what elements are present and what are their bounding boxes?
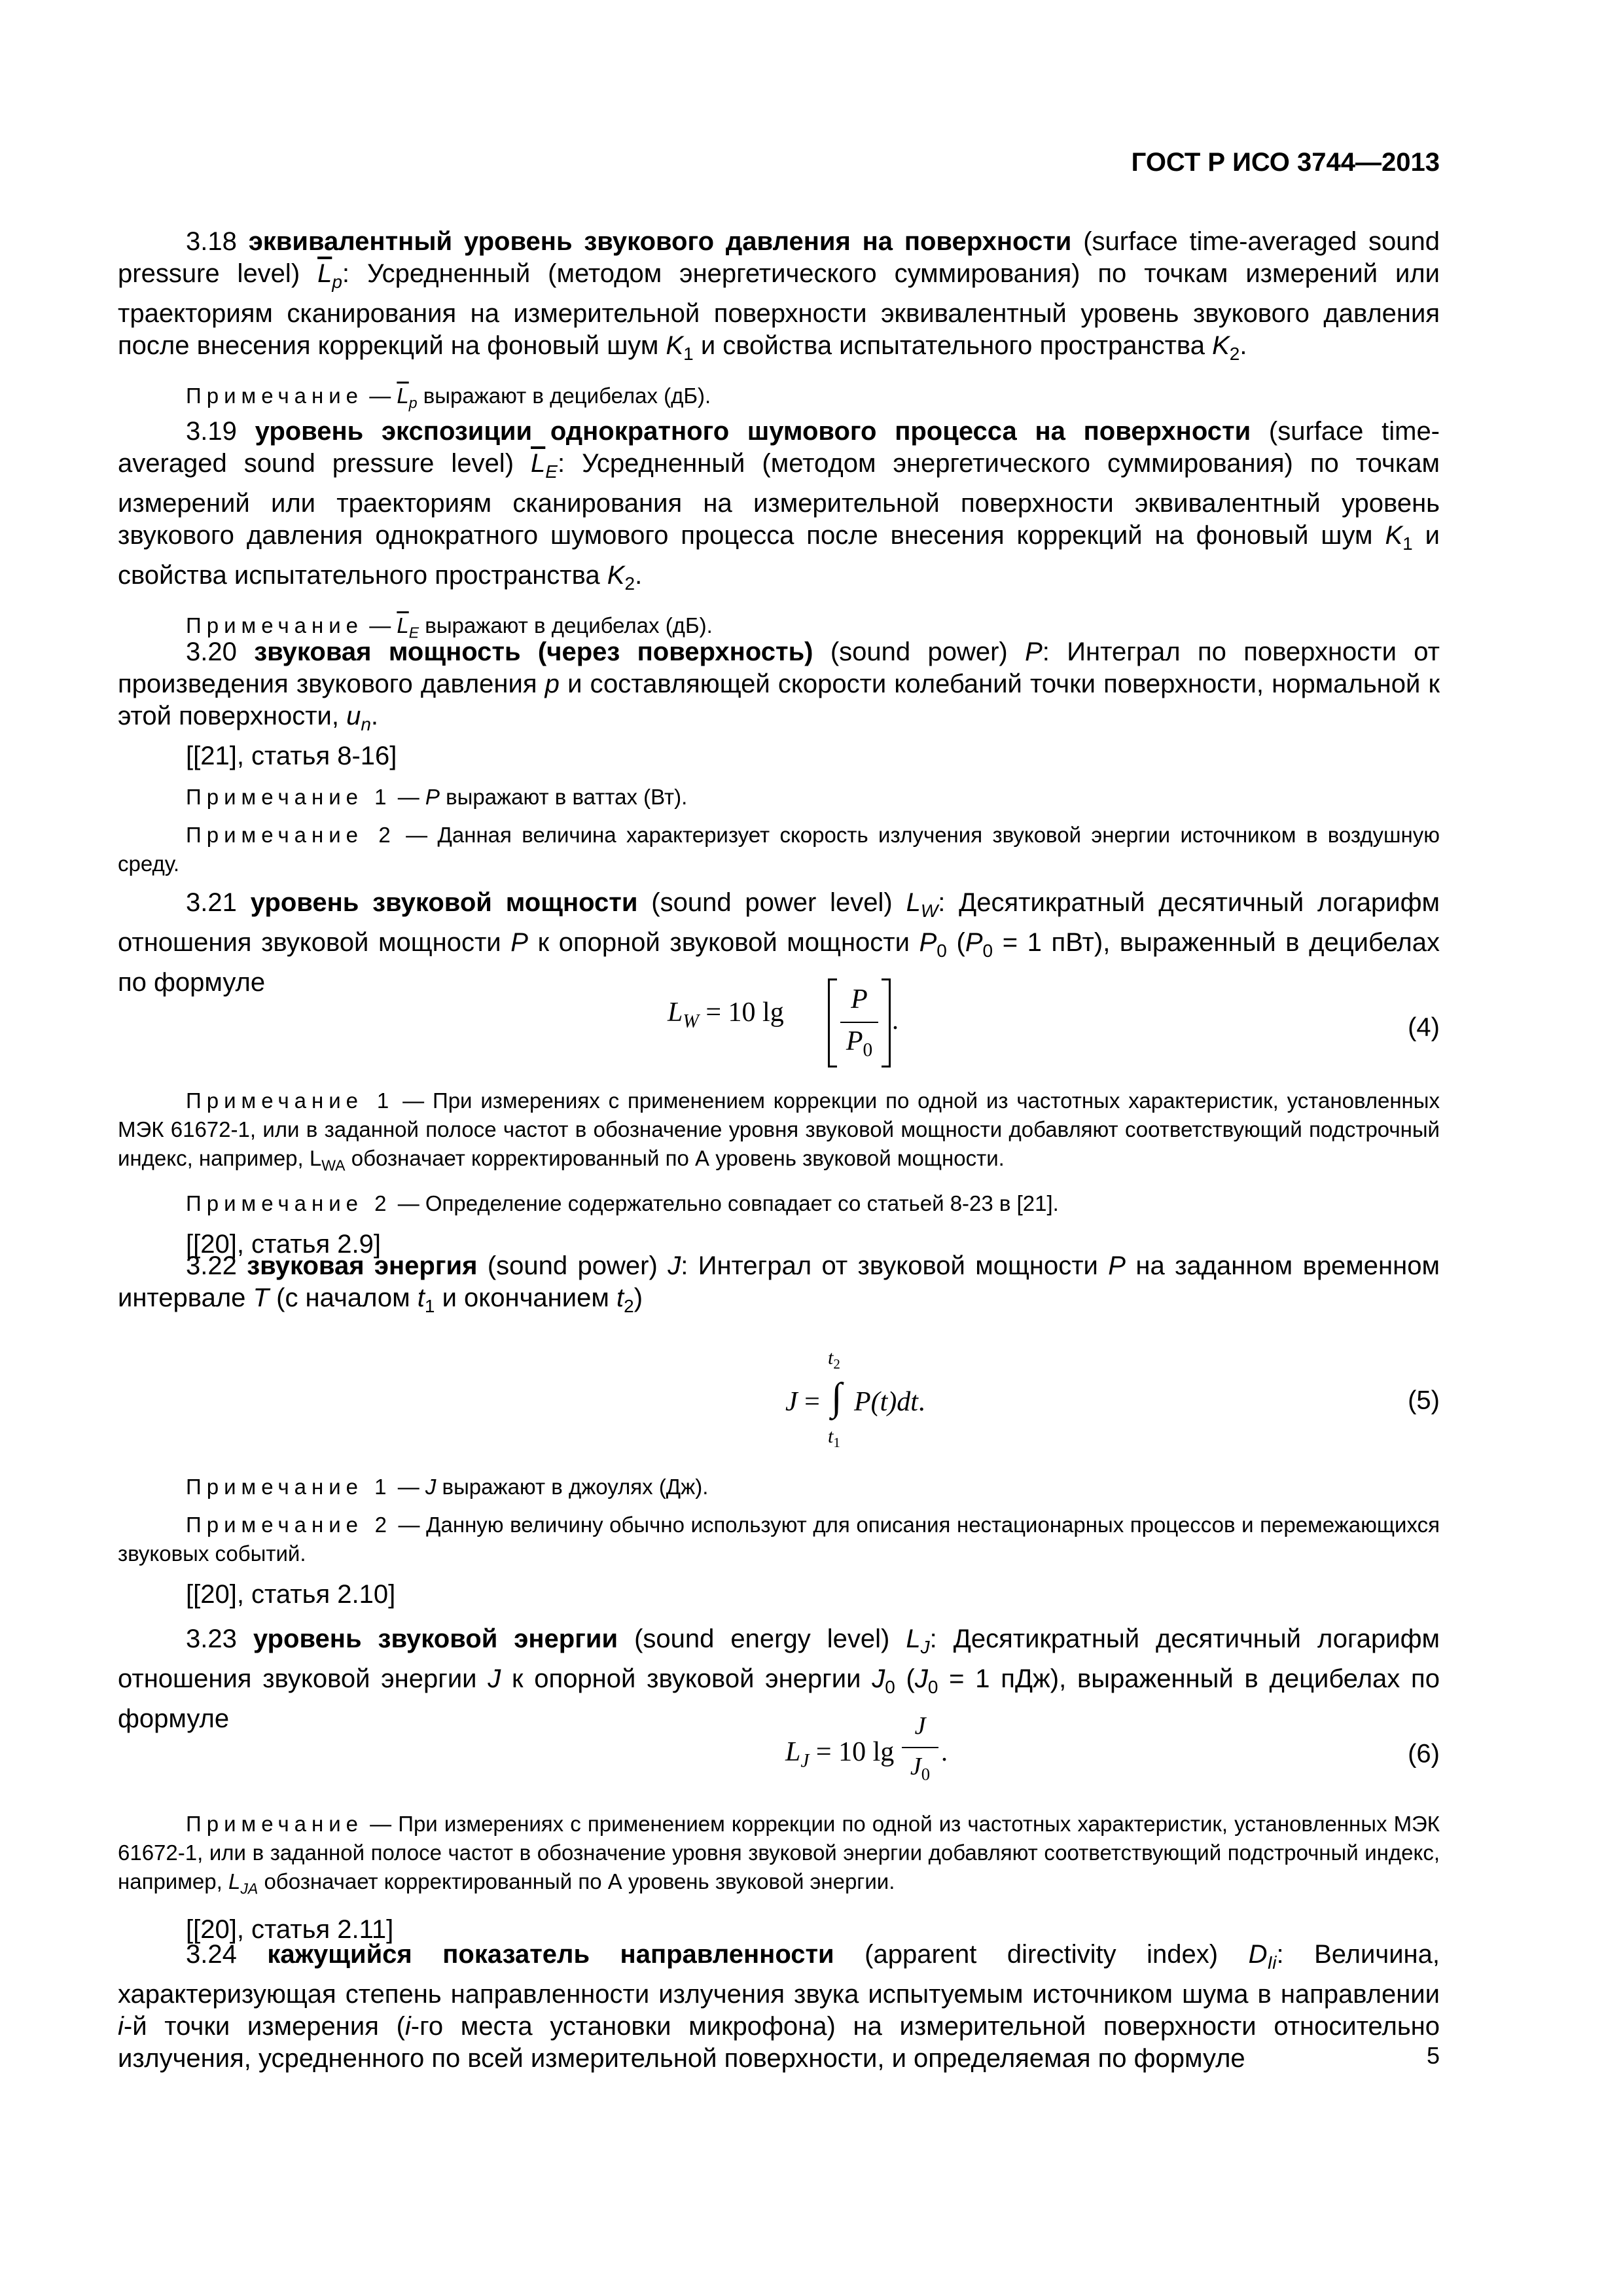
- term-3-22: 3.22 звуковая энергия (sound power) J: Интеграл от звуковой мощности P на заданном временном интервале T (с началом $t_1$ и окончанием $t_2$): [118, 1251, 1440, 1316]
- formula-number: (5): [1408, 1386, 1440, 1415]
- source-ref: [[20], статья 2.11]: [186, 1914, 394, 1944]
- term-3-21-notes: Примечание 1 — При измерениях с применением коррекции по одной из частотных характеристик, установленных МЭК 61672-1, или в заданной полосе частот в обозначение уровня звуковой мощности добавляют соответствующий подстрочный индекс, например, $L_{WA}$ обозначает корректированный по А уровень звуковой мощности. Примечание 2 — Определение содержательно совпадает со статьей 8-23 в [21]. [[20], статья 2.9]: [118, 1086, 1440, 1261]
- formula-5: J = $t_2$ ∫ $t_1$ P(t)dt. (5): [785, 1347, 1440, 1450]
- source-ref: [[20], статья 2.10]: [186, 1580, 396, 1609]
- formula-4: $L_W = 10$ lg P $P_0$ . (4): [118, 978, 1440, 1077]
- source-ref: [[21], статья 8-16]: [186, 742, 397, 770]
- term-3-24: 3.24 кажущийся показатель направленности (apparent directivity index) $D_{Ii}$: Величина, характеризующая степень направленности излучения звука испытуемым источником шума в направлении i-й точки измерения (i-го места установки микрофона) на измерительной поверхности относительно излучения, усредненного по всей измерительной поверхности, и определяемая по формуле: [118, 1940, 1440, 2073]
- term-3-22-notes: Примечание 1 — J выражают в джоулях (Дж). Примечание 2 — Данную величину обычно используют для описания нестационарных процессов и перемежающихся звуковых событий. [[20], статья 2.10]: [118, 1473, 1440, 1611]
- document-header: ГОСТ Р ИСО 3744—2013: [1131, 148, 1440, 177]
- bracket: P $P_0$: [828, 978, 891, 1067]
- term-3-19: 3.19 уровень экспозиции однократного шумового процесса на поверхности (surface time-averaged sound pressure level) $\overline{L}_E$: Усредненный (методом энергетического суммирования) по точкам измерений или траекториям сканирования на измерительной поверхности эквивалентный уровень звукового давления однократного шумового процесса после внесения коррекций на фоновый шум $K_1$ и свойства испытательного пространства $K_2$. Примечание — $\overline{L}_E$ выражают в децибелах (дБ).: [118, 417, 1440, 641]
- formula-number: (4): [1408, 1013, 1440, 1042]
- source-ref: [[20], статья 2.9]: [186, 1229, 381, 1259]
- term-3-23-notes: Примечание — При измерениях с применением коррекции по одной из частотных характеристик, установленных МЭК 61672-1, или в заданной полосе частот в обозначение уровня звуковой энергии добавляют соответствующий подстрочный индекс, например, $L_{JA}$ обозначает корректированный по А уровень звуковой энергии. [[20], статья 2.11]: [118, 1810, 1440, 1946]
- term-3-20: 3.20 звуковая мощность (через поверхность) (sound power) P: Интеграл по поверхности от произведения звукового давления p и составляющей скорости колебаний точки поверхности, нормальной к этой поверхности, $u_n$. [[21], статья 8-16] Примечание 1 — P выражают в ваттах (Вт). Примечание 2 — Данная величина характеризует скорость излучения звуковой энергии источником в воздушную среду.: [118, 637, 1440, 876]
- formula-6: $L_J = 10$ lg J $J_0$ . (6): [785, 1712, 1440, 1784]
- page-number: 5: [1426, 2042, 1440, 2069]
- term-3-21: 3.21 уровень звуковой мощности (sound power level) $L_W$: Десятикратный десятичный логарифм отношения звуковой мощности P к опорной звуковой мощности $P_0$ ($P_0 = 1$ пВт), выраженный в децибелах по формуле: [118, 888, 1440, 997]
- formula-number: (6): [1408, 1739, 1440, 1768]
- term-3-23: 3.23 уровень звуковой энергии (sound energy level) $L_J$: Десятикратный десятичный логарифм отношения звуковой энергии J к опорной звуковой энергии $J_0$ ($J_0 = 1$ пДж), выраженный в децибелах по формуле: [118, 1624, 1440, 1733]
- term-3-18: 3.18 эквивалентный уровень звукового давления на поверхности (surface time-averaged sound pressure level) $\overline{L}_p$: Усредненный (методом энергетического суммирования) по точкам измерений или траекториям сканирования на измерительной поверхности эквивалентный уровень звукового давления после внесения коррекций на фоновый шум $K_1$ и свойства испытательного пространства $K_2$. Примечание — $\overline{L}_p$ выражают в децибелах (дБ).: [118, 227, 1440, 412]
